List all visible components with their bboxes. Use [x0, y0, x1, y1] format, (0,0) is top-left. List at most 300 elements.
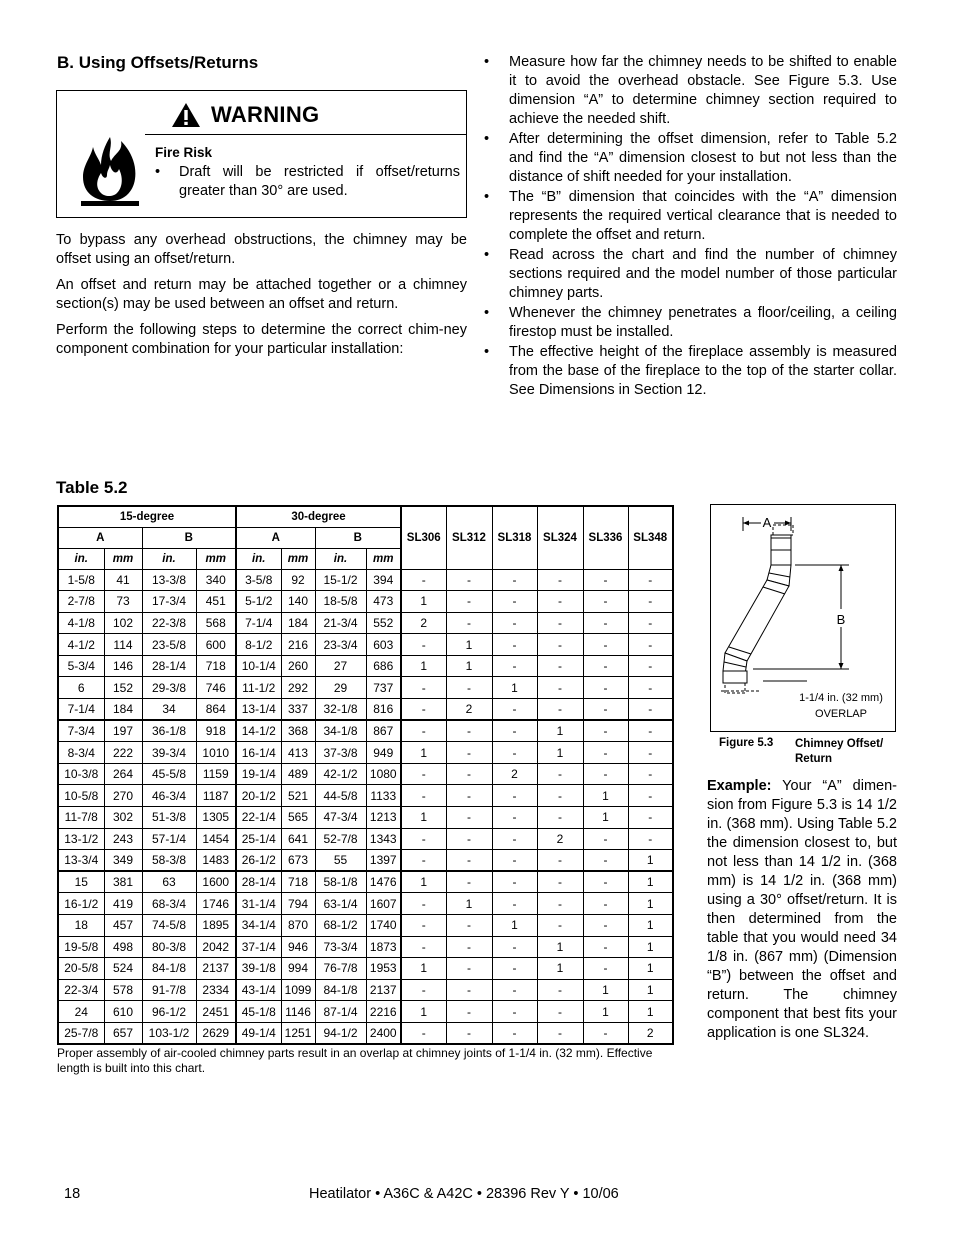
table-title: Table 5.2 — [56, 478, 128, 497]
table-cell: 76-7/8 — [315, 958, 366, 980]
table-cell: 3-5/8 — [236, 569, 281, 591]
warning-subtitle: Fire Risk — [155, 145, 213, 160]
table-cell: 292 — [281, 677, 315, 699]
table-cell: - — [401, 634, 446, 656]
table-cell: 578 — [104, 979, 142, 1001]
table-cell: 43-1/4 — [236, 979, 281, 1001]
table-cell: 794 — [281, 893, 315, 915]
table-cell: 4-1/8 — [58, 612, 104, 634]
table-row — [58, 634, 673, 656]
table-cell: - — [583, 655, 628, 677]
table-cell: 36-1/8 — [142, 720, 196, 742]
table-cell: - — [583, 569, 628, 591]
table-cell: 51-3/8 — [142, 807, 196, 829]
table-cell: - — [537, 1001, 583, 1023]
table-cell: 302 — [104, 807, 142, 829]
table-cell: 1 — [537, 720, 583, 742]
table-cell: 243 — [104, 828, 142, 850]
table-cell: 552 — [366, 612, 401, 634]
unit-header: mm — [281, 548, 315, 569]
table-cell: - — [446, 720, 492, 742]
table-cell: 1146 — [281, 1001, 315, 1023]
table-cell: 184 — [104, 699, 142, 721]
table-cell: - — [492, 979, 537, 1001]
table-cell: 498 — [104, 936, 142, 958]
figure-caption-text: Chimney Offset/ Return — [795, 738, 884, 765]
group-header: 30-degree — [236, 506, 401, 527]
unit-header: in. — [315, 548, 366, 569]
table-cell: 946 — [281, 936, 315, 958]
table-cell: 63 — [142, 871, 196, 893]
table-cell: 44-5/8 — [315, 785, 366, 807]
table-cell: - — [628, 720, 673, 742]
table-cell: 15-1/2 — [315, 569, 366, 591]
table-cell: - — [628, 634, 673, 656]
table-cell: 57-1/4 — [142, 828, 196, 850]
table-cell: 1 — [628, 958, 673, 980]
table-cell: 45-1/8 — [236, 1001, 281, 1023]
table-row — [58, 612, 673, 634]
table-cell: 18 — [58, 915, 104, 937]
table-cell: 22-3/8 — [142, 612, 196, 634]
table-cell: 1187 — [196, 785, 236, 807]
table-cell: - — [401, 936, 446, 958]
table-cell: 349 — [104, 850, 142, 872]
table-cell: 16-1/2 — [58, 893, 104, 915]
table-cell: - — [628, 742, 673, 764]
table-cell: 32-1/8 — [315, 699, 366, 721]
table-cell: 23-5/8 — [142, 634, 196, 656]
table-row — [58, 850, 673, 872]
table-cell: 1 — [628, 915, 673, 937]
table-cell: - — [401, 569, 446, 591]
table-cell: 603 — [366, 634, 401, 656]
table-cell: - — [537, 979, 583, 1001]
table-cell: - — [446, 979, 492, 1001]
table-cell: 673 — [281, 850, 315, 872]
table-cell: 1 — [401, 871, 446, 893]
table-cell: 26-1/2 — [236, 850, 281, 872]
table-cell: - — [628, 569, 673, 591]
list-item: • The “B” dimension that coincides with the “A” dimension represents the required vertical clearance that is needed to complete the offset and return. — [484, 189, 897, 243]
table-cell: - — [492, 807, 537, 829]
table-cell: - — [583, 677, 628, 699]
table-cell: 1099 — [281, 979, 315, 1001]
table-cell: 34-1/8 — [315, 720, 366, 742]
table-cell: 368 — [281, 720, 315, 742]
table-row — [58, 591, 673, 613]
table-cell: - — [583, 1022, 628, 1044]
table-cell: 1 — [628, 979, 673, 1001]
table-cell: - — [492, 958, 537, 980]
table-cell: 473 — [366, 591, 401, 613]
table-cell: 1 — [628, 850, 673, 872]
table-cell: - — [401, 677, 446, 699]
table-cell: 7-3/4 — [58, 720, 104, 742]
table-cell: 1 — [628, 1001, 673, 1023]
table-cell: - — [628, 763, 673, 785]
table-cell: 28-1/4 — [142, 655, 196, 677]
table-cell: 23-3/4 — [315, 634, 366, 656]
table-cell: 1 — [492, 915, 537, 937]
table-cell: 260 — [281, 655, 315, 677]
table-cell: - — [537, 699, 583, 721]
table-cell: 87-1/4 — [315, 1001, 366, 1023]
table-cell: 74-5/8 — [142, 915, 196, 937]
example-label: Example: — [707, 778, 772, 794]
table-cell: 222 — [104, 742, 142, 764]
dimension-b-label: B — [836, 612, 846, 627]
table-cell: - — [492, 612, 537, 634]
table-cell: 20-5/8 — [58, 958, 104, 980]
table-cell: - — [446, 807, 492, 829]
table-cell: 994 — [281, 958, 315, 980]
table-row — [58, 1022, 673, 1044]
table-cell: 58-3/8 — [142, 850, 196, 872]
chimney-offset-diagram — [711, 505, 895, 731]
table-cell: 13-3/8 — [142, 569, 196, 591]
table-cell: 10-5/8 — [58, 785, 104, 807]
table-cell: - — [628, 591, 673, 613]
table-cell: - — [401, 1022, 446, 1044]
table-cell: - — [628, 828, 673, 850]
list-item: • Measure how far the chimney needs to be shifted to enable it to avoid the overhead obstacle. See Figure 5.3. Use dimension “A” to determine chimney section required to achieve the needed shift. — [484, 54, 897, 127]
table-cell: - — [492, 1022, 537, 1044]
table-row — [58, 655, 673, 677]
table-cell: - — [492, 893, 537, 915]
table-cell: 340 — [196, 569, 236, 591]
table-cell: - — [401, 763, 446, 785]
table-note: Proper assembly of air-cooled chimney parts result in an overlap at chimney joints of 1-1/4 in. (32 mm). Effective length is built into this chart. — [57, 1046, 653, 1075]
table-cell: 1 — [492, 677, 537, 699]
table-cell: 1 — [446, 893, 492, 915]
table-cell: - — [401, 828, 446, 850]
table-cell: - — [492, 634, 537, 656]
table-row — [58, 763, 673, 785]
table-cell: 2137 — [366, 979, 401, 1001]
table-row — [58, 936, 673, 958]
table-cell: 102 — [104, 612, 142, 634]
table-cell: 521 — [281, 785, 315, 807]
table-cell: - — [583, 699, 628, 721]
table-cell: - — [401, 893, 446, 915]
warning-bullet-text: Draft will be restricted if offset/returns greater than 30° are used. — [179, 164, 460, 199]
table-row — [58, 807, 673, 829]
overlap-label: OVERLAP — [815, 708, 867, 720]
intro-paragraph-3: Perform the following steps to determine the correct chim-ney component combination for your particular installation: — [56, 322, 467, 357]
table-cell: 1454 — [196, 828, 236, 850]
table-cell: - — [628, 677, 673, 699]
table-cell: 1953 — [366, 958, 401, 980]
table-cell: 1 — [583, 979, 628, 1001]
table-cell: - — [446, 871, 492, 893]
table-cell: - — [583, 720, 628, 742]
table-cell: - — [583, 871, 628, 893]
table-cell: - — [446, 915, 492, 937]
table-cell: 10-3/8 — [58, 763, 104, 785]
table-cell: 2400 — [366, 1022, 401, 1044]
table-cell: - — [446, 828, 492, 850]
table-cell: 489 — [281, 763, 315, 785]
table-cell: 1483 — [196, 850, 236, 872]
table-cell: - — [492, 720, 537, 742]
table-cell: - — [446, 936, 492, 958]
table-cell: - — [583, 850, 628, 872]
unit-header: mm — [196, 548, 236, 569]
table-cell: 1213 — [366, 807, 401, 829]
table-cell: 39-3/4 — [142, 742, 196, 764]
table-cell: 7-1/4 — [58, 699, 104, 721]
table-cell: 737 — [366, 677, 401, 699]
table-cell: 381 — [104, 871, 142, 893]
table-cell: 2137 — [196, 958, 236, 980]
unit-header: in. — [58, 548, 104, 569]
table-row — [58, 720, 673, 742]
table-cell: - — [446, 785, 492, 807]
table-cell: - — [583, 828, 628, 850]
table-cell: 641 — [281, 828, 315, 850]
table-cell: - — [583, 936, 628, 958]
table-cell: - — [537, 655, 583, 677]
table-cell: 152 — [104, 677, 142, 699]
column-header: SL336 — [583, 506, 628, 569]
table-cell: 73 — [104, 591, 142, 613]
table-cell: - — [492, 850, 537, 872]
table-cell: 63-1/4 — [315, 893, 366, 915]
table-cell: - — [492, 699, 537, 721]
table-cell: - — [583, 893, 628, 915]
table-cell: 13-1/4 — [236, 699, 281, 721]
table-cell: 565 — [281, 807, 315, 829]
table-cell: 1305 — [196, 807, 236, 829]
list-item: • After determining the offset dimension, refer to Table 5.2 and find the “A” dimension closest to but not less than the distance of shift needed for your installation. — [484, 131, 897, 185]
table-cell: 2216 — [366, 1001, 401, 1023]
table-cell: - — [446, 958, 492, 980]
column-header: A — [236, 527, 315, 548]
table-cell: 10-1/4 — [236, 655, 281, 677]
table-cell: 1397 — [366, 850, 401, 872]
table-cell: - — [537, 677, 583, 699]
table-cell: 394 — [366, 569, 401, 591]
warning-triangle-icon — [171, 102, 201, 128]
table-cell: - — [583, 958, 628, 980]
table-cell: 11-1/2 — [236, 677, 281, 699]
table-cell: - — [492, 871, 537, 893]
table-cell: 55 — [315, 850, 366, 872]
group-header: 15-degree — [58, 506, 236, 527]
table-cell: 2042 — [196, 936, 236, 958]
table-cell: - — [446, 591, 492, 613]
table-cell: 718 — [196, 655, 236, 677]
table-cell: 13-1/2 — [58, 828, 104, 850]
table-cell: - — [492, 828, 537, 850]
table-cell: 29-3/8 — [142, 677, 196, 699]
table-row — [58, 979, 673, 1001]
figure-caption-number: Figure 5.3 — [719, 737, 774, 749]
unit-header: mm — [366, 548, 401, 569]
table-cell: 718 — [281, 871, 315, 893]
table-cell: 568 — [196, 612, 236, 634]
table-cell: - — [492, 936, 537, 958]
table-cell: 600 — [196, 634, 236, 656]
table-cell: - — [628, 655, 673, 677]
table-cell: 1 — [401, 958, 446, 980]
table-cell: 34 — [142, 699, 196, 721]
table-cell: 94-1/2 — [315, 1022, 366, 1044]
table-cell: 140 — [281, 591, 315, 613]
table-row — [58, 569, 673, 591]
table-cell: 22-1/4 — [236, 807, 281, 829]
table-cell: 1 — [401, 1001, 446, 1023]
table-cell: 657 — [104, 1022, 142, 1044]
table-cell: - — [537, 785, 583, 807]
table-cell: 1 — [446, 634, 492, 656]
unit-header: in. — [236, 548, 281, 569]
dimension-a-label: A — [762, 515, 772, 530]
table-cell: 2 — [537, 828, 583, 850]
table-cell: - — [583, 742, 628, 764]
unit-header: in. — [142, 548, 196, 569]
table-cell: 84-1/8 — [315, 979, 366, 1001]
table-cell: 1 — [446, 655, 492, 677]
table-cell: 746 — [196, 677, 236, 699]
table-cell: 1 — [401, 591, 446, 613]
table-cell: - — [628, 807, 673, 829]
table-cell: - — [492, 569, 537, 591]
table-cell: - — [446, 1001, 492, 1023]
table-cell: 8-3/4 — [58, 742, 104, 764]
table-cell: 524 — [104, 958, 142, 980]
warning-box — [56, 90, 467, 218]
table-cell: 49-1/4 — [236, 1022, 281, 1044]
table-cell: 184 — [281, 612, 315, 634]
column-header: SL318 — [492, 506, 537, 569]
section-heading: B. Using Offsets/Returns — [57, 53, 259, 72]
table-cell: 45-5/8 — [142, 763, 196, 785]
table-cell: 2629 — [196, 1022, 236, 1044]
table-cell: 47-3/4 — [315, 807, 366, 829]
table-cell: 413 — [281, 742, 315, 764]
table-cell: 39-1/8 — [236, 958, 281, 980]
table-cell: 1133 — [366, 785, 401, 807]
table-cell: 114 — [104, 634, 142, 656]
table-cell: - — [583, 915, 628, 937]
table-cell: 457 — [104, 915, 142, 937]
table-cell: - — [628, 785, 673, 807]
table-cell: 270 — [104, 785, 142, 807]
table-row — [58, 785, 673, 807]
table-row — [58, 915, 673, 937]
table-cell: - — [492, 1001, 537, 1023]
table-row — [58, 1001, 673, 1023]
table-cell: 918 — [196, 720, 236, 742]
list-item: • Whenever the chimney penetrates a floor/ceiling, a ceiling firestop must be installed. — [484, 305, 897, 340]
table-cell: - — [537, 612, 583, 634]
table-cell: - — [537, 1022, 583, 1044]
table-cell: 2 — [401, 612, 446, 634]
table-cell: 1 — [537, 958, 583, 980]
table-cell: - — [583, 763, 628, 785]
table-cell: - — [401, 979, 446, 1001]
table-cell: 1-5/8 — [58, 569, 104, 591]
table-cell: 11-7/8 — [58, 807, 104, 829]
table-cell: 58-1/8 — [315, 871, 366, 893]
table-cell: 42-1/2 — [315, 763, 366, 785]
table-cell: - — [492, 655, 537, 677]
table-cell: 7-1/4 — [236, 612, 281, 634]
fire-icon — [77, 135, 143, 207]
table-row — [58, 958, 673, 980]
table-cell: - — [401, 785, 446, 807]
table-cell: - — [446, 763, 492, 785]
table-cell: 816 — [366, 699, 401, 721]
table-cell: 949 — [366, 742, 401, 764]
document-footer: Heatilator • A36C & A42C • 28396 Rev Y • 10/06 — [309, 1186, 619, 1202]
column-header: B — [315, 527, 401, 548]
table-row — [58, 742, 673, 764]
table-cell: 1 — [537, 936, 583, 958]
table-cell: 2-7/8 — [58, 591, 104, 613]
list-item: • The effective height of the fireplace assembly is measured from the base of the fireplace to the top of the starter collar. See Dimensions in Section 12. — [484, 344, 897, 398]
table-cell: 1 — [628, 893, 673, 915]
table-row — [58, 677, 673, 699]
table-cell: 870 — [281, 915, 315, 937]
table-cell: 28-1/4 — [236, 871, 281, 893]
table-cell: - — [446, 1022, 492, 1044]
table-cell: 146 — [104, 655, 142, 677]
table-row — [58, 871, 673, 893]
table-cell: 1010 — [196, 742, 236, 764]
table-cell: - — [537, 893, 583, 915]
table-cell: 1 — [583, 1001, 628, 1023]
page-number: 18 — [64, 1186, 81, 1202]
table-cell: 4-1/2 — [58, 634, 104, 656]
figure-chimney-offset — [710, 504, 896, 732]
table-cell: - — [537, 807, 583, 829]
table-cell: 22-3/4 — [58, 979, 104, 1001]
table-cell: 1080 — [366, 763, 401, 785]
table-cell: 68-3/4 — [142, 893, 196, 915]
table-cell: - — [537, 915, 583, 937]
table-cell: - — [537, 591, 583, 613]
table-cell: 2 — [628, 1022, 673, 1044]
table-cell: 19-5/8 — [58, 936, 104, 958]
table-cell: - — [446, 612, 492, 634]
column-header: SL306 — [401, 506, 446, 569]
table-cell: - — [401, 915, 446, 937]
list-item: • Read across the chart and find the number of chimney sections required and the model number of those particular chimney parts. — [484, 247, 897, 301]
example-body: Your “A” dimen-sion from Figure 5.3 is 14 1/2 in. (368 mm). Using Table 5.2 the dimension closest to, but not less than 14 1/2 in. (368 mm) is 14 1/2 in. (368 mm) using a 30° offset/return. It is then determined from the table that you would need 34 1/8 in. (867 mm) (Dimension “B”) between the offset and return. The chimney component that best fits your application is one SL324. — [707, 778, 897, 1041]
table-cell: 24 — [58, 1001, 104, 1023]
table-cell: 8-1/2 — [236, 634, 281, 656]
table-cell: 96-1/2 — [142, 1001, 196, 1023]
table-cell: 451 — [196, 591, 236, 613]
table-cell: 867 — [366, 720, 401, 742]
table-cell: 92 — [281, 569, 315, 591]
table-cell: 91-7/8 — [142, 979, 196, 1001]
table-cell: 14-1/2 — [236, 720, 281, 742]
table-cell: 1 — [583, 785, 628, 807]
table-cell: 1607 — [366, 893, 401, 915]
table-cell: 2 — [446, 699, 492, 721]
table-cell: 1 — [628, 936, 673, 958]
table-cell: - — [583, 591, 628, 613]
table-cell: 5-3/4 — [58, 655, 104, 677]
table-cell: - — [401, 850, 446, 872]
table-cell: 337 — [281, 699, 315, 721]
table-cell: 216 — [281, 634, 315, 656]
intro-paragraph-1: To bypass any overhead obstructions, the chimney may be offset using an offset/return. — [56, 232, 467, 267]
